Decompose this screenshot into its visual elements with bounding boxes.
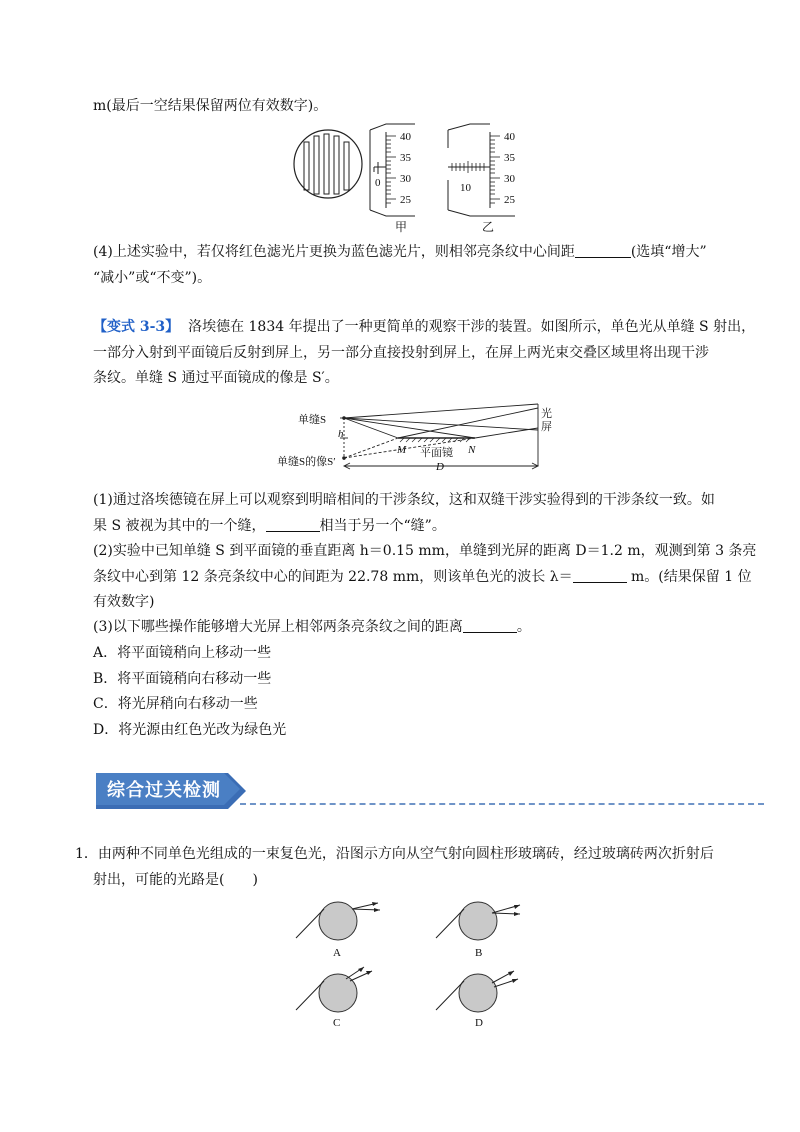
- label-slit-s: 单缝S: [298, 414, 327, 426]
- section-title: 综合过关检测: [107, 780, 221, 801]
- answer-blank[interactable]: [575, 243, 631, 258]
- previous-question-tail: m(最后一空结果保留两位有效数字)。: [93, 98, 328, 114]
- label-mirror: 平面镜: [420, 447, 453, 459]
- label-h: h: [338, 428, 344, 440]
- sub-question-1-line1: (1)通过洛埃德镜在屏上可以观察到明暗相间的干涉条纹，这和双缝干涉实验得到的干涉条纹一致。如: [93, 492, 715, 508]
- right-scale-tick-label: 30: [504, 173, 515, 185]
- question-4: [93, 242, 707, 262]
- label-n: N: [468, 444, 476, 456]
- sub2-text-a: 条纹中心到第 12 条亮条纹中心的间距为 22.78 mm，则该单色光的波长 λ＝: [93, 569, 573, 585]
- label-screen-1: 光: [541, 408, 552, 420]
- variant-tag: 【变式 3-3】: [93, 319, 180, 335]
- q4-text: (4)上述实验中，若仅将红色滤光片更换为蓝色滤光片，则相邻亮条纹中心间距: [93, 244, 575, 260]
- option-d-light-path-figure[interactable]: [430, 965, 530, 1017]
- sub-question-1-line2: [93, 516, 446, 536]
- sub3-text-a: (3)以下哪些操作能够增大光屏上相邻两条亮条纹之间的距离: [93, 619, 463, 635]
- option-c[interactable]: C．将光屏稍向右移动一些: [93, 696, 258, 712]
- sub-question-3-line1: [93, 617, 531, 637]
- right-scale-tick-label: 35: [504, 152, 515, 164]
- option-a-label: A: [333, 947, 341, 959]
- option-c-label: C: [333, 1017, 341, 1029]
- label-screen-2: 屏: [541, 421, 552, 433]
- sub-question-2-line2: [93, 567, 752, 587]
- option-c-light-path-figure[interactable]: [290, 965, 390, 1017]
- q4-text-b: (选填“增大”: [630, 244, 707, 260]
- option-a[interactable]: A．将平面镜稍向上移动一些: [93, 645, 272, 661]
- variant-intro-line3: 条纹。单缝 S 通过平面镜成的像是 S′。: [93, 370, 339, 386]
- variant-text: 洛埃德在 1834 年提出了一种更简单的观察干涉的装置。如图所示，单色光从单缝 S 射出，: [188, 319, 756, 335]
- question-4-line2: “减小”或“不变”)。: [93, 270, 212, 286]
- section-divider: [240, 803, 764, 805]
- variant-intro-line2: 一部分入射到平面镜后反射到屏上，另一部分直接投射到屏上，在屏上两光束交叠区域里将出现干涉: [93, 345, 709, 361]
- label-m: M: [397, 444, 407, 456]
- right-scale-tick-label: 40: [504, 131, 515, 143]
- left-main-scale-label: 0: [375, 177, 381, 189]
- variant-intro-line1: [93, 317, 755, 337]
- label-image-s-prime: 单缝S的像S′: [277, 456, 336, 468]
- option-a-light-path-figure[interactable]: [290, 895, 390, 947]
- option-b-label: B: [475, 947, 483, 959]
- question-1-line1: 1．由两种不同单色光组成的一束复色光，沿图示方向从空气射向圆柱形玻璃砖，经过玻璃砖两次折射后: [75, 846, 714, 862]
- question-1-line2: 射出，可能的光路是( ): [93, 872, 258, 888]
- answer-blank[interactable]: [573, 568, 627, 583]
- right-main-scale-label: 10: [460, 182, 471, 194]
- left-scale-tick-label: 40: [400, 131, 411, 143]
- option-b-light-path-figure[interactable]: [430, 895, 530, 947]
- right-scale-tick-label: 25: [504, 194, 515, 206]
- left-scale-tick-label: 25: [400, 194, 411, 206]
- answer-blank[interactable]: [463, 618, 517, 633]
- left-scale-tick-label: 35: [400, 152, 411, 164]
- option-b[interactable]: B．将平面镜稍向右移动一些: [93, 671, 272, 687]
- sub-question-2-line3: 有效数字): [93, 594, 155, 610]
- caption-yi: 乙: [482, 220, 495, 234]
- label-d: D: [436, 461, 444, 473]
- left-scale-tick-label: 30: [400, 173, 411, 185]
- sub-question-2-line1: (2)实验中已知单缝 S 到平面镜的垂直距离 h＝0.15 mm，单缝到光屏的距离 D＝1.2 m，观测到第 3 条亮: [93, 543, 757, 559]
- sub1-text-a: 果 S 被视为其中的一个缝，: [93, 518, 266, 534]
- answer-blank[interactable]: [266, 517, 320, 532]
- sub1-text-b: 相当于另一个“缝”。: [319, 518, 446, 534]
- sub2-text-b: m。(结果保留 1 位: [626, 569, 752, 585]
- option-d-label: D: [475, 1017, 483, 1029]
- sub3-text-b: 。: [516, 619, 531, 635]
- caption-jia: 甲: [395, 220, 408, 234]
- option-d[interactable]: D．将光源由红色光改为绿色光: [93, 722, 287, 738]
